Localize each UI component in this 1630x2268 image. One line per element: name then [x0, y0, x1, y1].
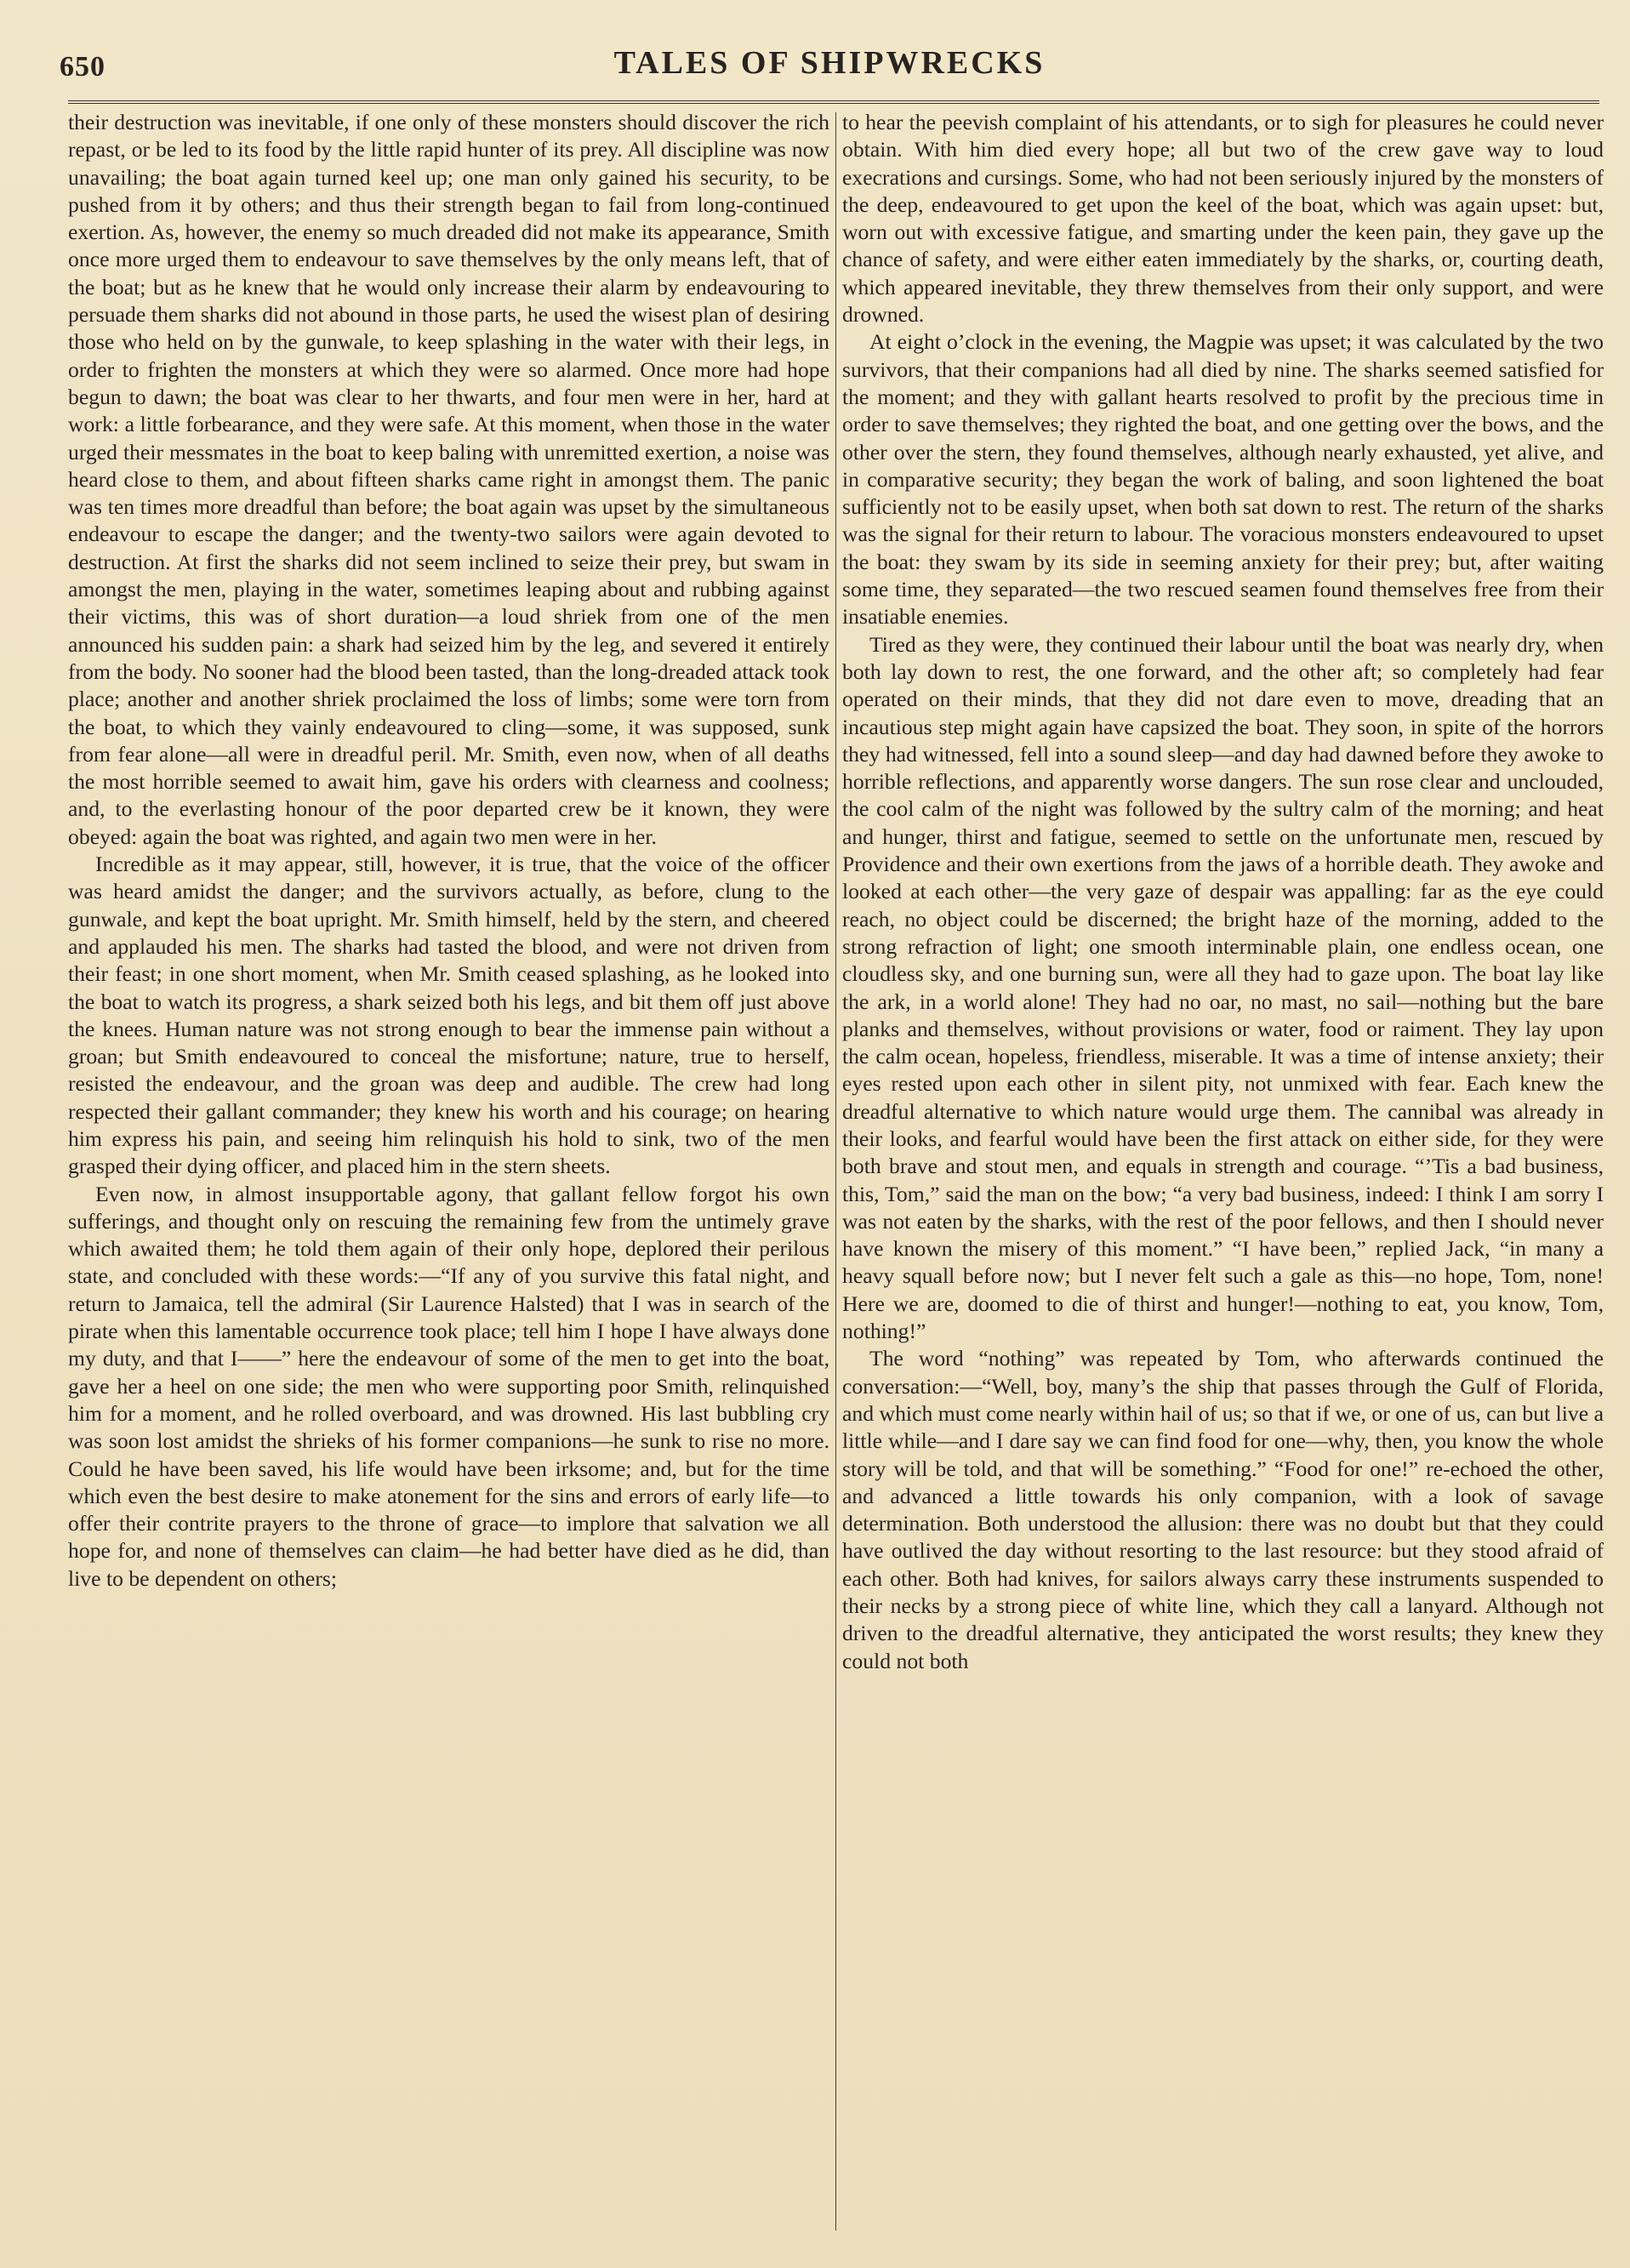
page-number: 650 [60, 51, 105, 83]
page-header [60, 41, 1599, 92]
paragraph: to hear the peevish complaint of his attendants, or to sigh for pleasures he could never obtain. With him died every hope; all but two of the crew gave way to loud execrations and cursings. Some, who had not been seriously injured by the monsters of the deep, endeavoured to get upon the keel of the boat, which was again upset: but, worn out with excessive fatigue, and smarting under the keen pain, they gave up the chance of safety, and were either eaten immediately by the sharks, or, courting death, which appeared inevitable, they threw themselves from their only support, and were drowned. [842, 110, 1604, 328]
paragraph: Even now, in almost insupportable agony, that gallant fellow forgot his own sufferings, and thought only on rescuing the remaining few from the untimely grave which awaited them; he told them again of their only hope, deplored their perilous state, and concluded with these words:—“If any of you survive this fatal night, and return to Jamaica, tell the admiral (Sir Laurence Halsted) that I was in search of the pirate when this lamentable occurrence took place; tell him I hope I have always done my duty, and that I——” here the endeavour of some of the men to get into the boat, gave her a heel on one side; the men who were supporting poor Smith, relinquished him for a moment, and he rolled overboard, and was drowned. His last bubbling cry was soon lost amidst the shrieks of his former companions—he sunk to rise no more. Could he have been saved, his life would have been irksome; and, but for the time which even the best desire to make atonement for the sins and errors of early life—to offer their contrite prayers to the throne of grace—to implore that salvation we all hope for, and none of themselves can claim—he had better have died as he did, than live to be dependent on others; [68, 1181, 829, 1591]
left-column [68, 109, 829, 2236]
running-title: TALES OF SHIPWRECKS [613, 45, 1046, 81]
paragraph: Tired as they were, they continued their labour until the boat was nearly dry, when both lay down to rest, the one forward, and the other aft; so completely had fear operated on their minds, that they did not dare even to move, dreading that an incautious step might again have capsized the boat. They soon, in spite of the horrors they had witnessed, fell into a sound sleep—and day had dawned before they awoke to horrible reflections, and apparently worse dangers. The sun rose clear and unclouded, the cool calm of the night was followed by the sultry calm of the morning; and heat and hunger, thirst and fatigue, seemed to settle on the unfortunate men, rescued by Providence and their own exertions from the jaws of a horrible death. They awoke and looked at each other—the very gaze of despair was appalling: far as the eye could reach, no object could be discerned; the bright haze of the morning, added to the strong refraction of light; one smooth interminable plain, one endless ocean, one cloudless sky, and one burning sun, were all they had to gaze upon. The boat lay like the ark, in a world alone! They had no oar, no mast, no sail—nothing but the bare planks and themselves, without provisions or water, food or raiment. They lay upon the calm ocean, hopeless, friendless, miserable. It was a time of intense anxiety; their eyes rested upon each other in silent pity, not unmixed with fear. Each knew the dreadful alternative to which nature would urge them. The cannibal was already in their looks, and fearful would have been the first attack on either side, for they were both brave and stout men, and equals in strength and courage. “’Tis a bad business, this, Tom,” said the man on the bow; “a very bad business, indeed: I think I am sorry I was not eaten by the sharks, with the rest of the poor fellows, and then I should never have known the misery of this moment.” “I have been,” replied Jack, “in many a heavy squall before now; but I never felt such a gale as this—no hope, Tom, none! Here we are, doomed to die of thirst and hunger!—nothing to eat, you know, Tom, nothing!” [842, 631, 1604, 1344]
text-columns [68, 109, 1604, 2236]
paragraph: their destruction was inevitable, if one only of these monsters should discover the rich repast, or be led to its food by the little rapid hunter of its prey. All discipline was now unavailing; the boat again turned keel up; one man only gained his security, to be pushed from it by others; and thus their strength began to fail from long-continued exertion. As, however, the enemy so much dreaded did not make its appearance, Smith once more urged them to endeavour to save themselves by the only means left, that of the boat; but as he knew that he would only increase their alarm by endeavouring to persuade them sharks did not abound in those parts, he used the wisest plan of desiring those who held on by the gunwale, to keep splashing in the water with their legs, in order to frighten the monsters at which they were so alarmed. Once more had hope begun to dawn; the boat was clear to her thwarts, and four men were in her, hard at work: a little forbearance, and they were safe. At this moment, when those in the water urged their messmates in the boat to keep baling with unremitted exertion, a noise was heard close to them, and about fifteen sharks came right in amongst them. The panic was ten times more dreadful than before; the boat again was upset by the simultaneous endeavour to escape the danger; and the twenty-two sailors were again devoted to destruction. At first the sharks did not seem inclined to seize their prey, but swam in amongst the men, playing in the water, sometimes leaping about and rubbing against their victims, this was of short duration—a loud shriek from one of the men announced his sudden pain: a shark had seized him by the leg, and severed it entirely from the body. No sooner had the blood been tasted, than the long-dreaded attack took place; another and another shriek proclaimed the loss of limbs; some were torn from the boat, to which they vainly endeavoured to cling—some, it was supposed, sunk from fear alone—all were in dreadful peril. Mr. Smith, even now, when of all deaths the most horrible seemed to await him, gave his orders with clearness and coolness; and, to the everlasting honour of the poor departed crew be it known, they were obeyed: again the boat was righted, and again two men were in her. [68, 110, 829, 849]
header-rule [68, 100, 1599, 104]
paragraph: At eight o’clock in the evening, the Magpie was upset; it was calculated by the two survivors, that their companions had all died by nine. The sharks seemed satisfied for the moment; and they with gallant hearts resolved to profit by the precious time in order to save themselves; they righted the boat, and one getting over the bows, and the other over the stern, they found themselves, although nearly exhausted, yet alive, and in comparative security; they began the work of baling, and soon lightened the boat sufficiently not to be easily upset, when both sat down to rest. The return of the sharks was the signal for their return to labour. The voracious monsters endeavoured to upset the boat: they swam by its side in seeming anxiety for their prey; but, after waiting some time, they separated—the two rescued seamen found themselves free from their insatiable enemies. [842, 329, 1604, 630]
paragraph: Incredible as it may appear, still, however, it is true, that the voice of the officer was heard amidst the danger; and the survivors actually, as before, clung to the gunwale, and kept the boat upright. Mr. Smith himself, held by the stern, and cheered and applauded his men. The sharks had tasted the blood, and were not driven from their feast; in one short moment, when Mr. Smith ceased splashing, as he looked into the boat to watch its progress, a shark seized both his legs, and bit them off just above the knees. Human nature was not strong enough to bear the immense pain without a groan; but Smith endeavoured to conceal the misfortune; nature, true to herself, resisted the endeavour, and the groan was deep and audible. The crew had long respected their gallant commander; they knew his worth and his courage; on hearing him express his pain, and seeing him relinquish his hold to sink, two of the men grasped their dying officer, and placed him in the stern sheets. [68, 852, 829, 1179]
column-divider [835, 112, 836, 2231]
paragraph: The word “nothing” was repeated by Tom, who afterwards continued the conversation:—“Well, boy, many’s the ship that passes through the Gulf of Florida, and which must come nearly within hail of us; so that if we, or one of us, can but live a little while—and I dare say we can find food for one—why, then, you know the whole story will be told, and that will be something.” “Food for one!” re-echoed the other, and advanced a little towards his only companion, with a look of savage determination. Both understood the allusion: there was no doubt but that they could have outlived the day without resorting to the last resource: but they stood afraid of each other. Both had knives, for sailors always carry these instruments suspended to their necks by a strong piece of white line, which they call a lanyard. Although not driven to the dreadful alternative, they anticipated the worst results; they knew they could not both [842, 1346, 1604, 1673]
right-column [842, 109, 1604, 2236]
